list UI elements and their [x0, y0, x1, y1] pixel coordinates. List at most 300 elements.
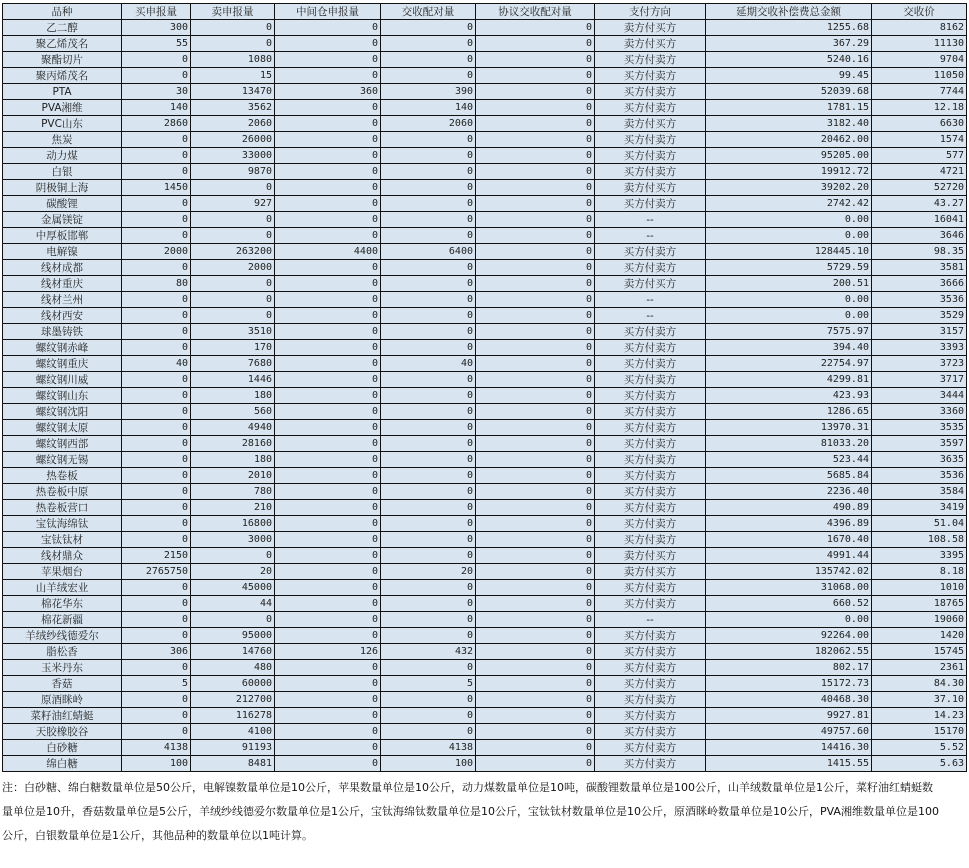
- sell-qty-cell: 7680: [191, 356, 275, 372]
- match-qty-cell: 0: [381, 452, 476, 468]
- delivery-price-cell: 1420: [872, 628, 967, 644]
- match-qty-cell: 0: [381, 580, 476, 596]
- match-qty-cell: 0: [381, 308, 476, 324]
- sell-qty-cell: 0: [191, 228, 275, 244]
- agreement-qty-cell: 0: [476, 660, 595, 676]
- compensation-amount-cell: 22754.97: [706, 356, 872, 372]
- product-cell: 螺纹钢沈阳: [3, 404, 122, 420]
- product-cell: 棉花新疆: [3, 612, 122, 628]
- compensation-amount-cell: 3182.40: [706, 116, 872, 132]
- sell-qty-cell: 0: [191, 36, 275, 52]
- sell-qty-cell: 28160: [191, 436, 275, 452]
- mid-qty-cell: 0: [275, 612, 381, 628]
- product-cell: 中厚板邯郸: [3, 228, 122, 244]
- product-cell: 乙二醇: [3, 20, 122, 36]
- mid-qty-cell: 0: [275, 132, 381, 148]
- agreement-qty-cell: 0: [476, 580, 595, 596]
- column-header: 交收价: [872, 4, 967, 20]
- table-row: [3, 340, 967, 356]
- sell-qty-cell: 60000: [191, 676, 275, 692]
- column-header: 交收配对量: [381, 4, 476, 20]
- mid-qty-cell: 0: [275, 356, 381, 372]
- product-cell: 聚丙烯茂名: [3, 68, 122, 84]
- buy-qty-cell: 0: [122, 468, 191, 484]
- product-cell: 螺纹钢川威: [3, 372, 122, 388]
- buy-qty-cell: 0: [122, 580, 191, 596]
- table-row: [3, 52, 967, 68]
- table-row: [3, 516, 967, 532]
- product-cell: 螺纹钢太原: [3, 420, 122, 436]
- product-cell: 螺纹钢西部: [3, 436, 122, 452]
- match-qty-cell: 5: [381, 676, 476, 692]
- sell-qty-cell: 0: [191, 180, 275, 196]
- mid-qty-cell: 0: [275, 564, 381, 580]
- compensation-amount-cell: 0.00: [706, 612, 872, 628]
- table-row: [3, 596, 967, 612]
- column-header: 中间仓申报量: [275, 4, 381, 20]
- payment-direction-cell: 买方付卖方: [595, 68, 706, 84]
- sell-qty-cell: 44: [191, 596, 275, 612]
- table-row: [3, 660, 967, 676]
- table-row: [3, 436, 967, 452]
- agreement-qty-cell: 0: [476, 228, 595, 244]
- compensation-amount-cell: 423.93: [706, 388, 872, 404]
- delivery-price-cell: 3393: [872, 340, 967, 356]
- agreement-qty-cell: 0: [476, 676, 595, 692]
- delivery-price-cell: 1010: [872, 580, 967, 596]
- mid-qty-cell: 0: [275, 196, 381, 212]
- product-cell: 电解镍: [3, 244, 122, 260]
- compensation-amount-cell: 394.40: [706, 340, 872, 356]
- payment-direction-cell: 买方付卖方: [595, 628, 706, 644]
- agreement-qty-cell: 0: [476, 308, 595, 324]
- table-row: [3, 644, 967, 660]
- payment-direction-cell: 买方付卖方: [595, 596, 706, 612]
- agreement-qty-cell: 0: [476, 740, 595, 756]
- delivery-price-cell: 19060: [872, 612, 967, 628]
- delivery-price-cell: 3419: [872, 500, 967, 516]
- mid-qty-cell: 0: [275, 68, 381, 84]
- delivery-price-cell: 18765: [872, 596, 967, 612]
- agreement-qty-cell: 0: [476, 356, 595, 372]
- agreement-qty-cell: 0: [476, 756, 595, 772]
- match-qty-cell: 0: [381, 212, 476, 228]
- mid-qty-cell: 360: [275, 84, 381, 100]
- mid-qty-cell: 0: [275, 676, 381, 692]
- match-qty-cell: 140: [381, 100, 476, 116]
- delivery-price-cell: 3717: [872, 372, 967, 388]
- match-qty-cell: 0: [381, 436, 476, 452]
- match-qty-cell: 0: [381, 196, 476, 212]
- compensation-amount-cell: 92264.00: [706, 628, 872, 644]
- product-cell: 羊绒纱线德爱尔: [3, 628, 122, 644]
- sell-qty-cell: 212700: [191, 692, 275, 708]
- agreement-qty-cell: 0: [476, 452, 595, 468]
- table-row: [3, 708, 967, 724]
- agreement-qty-cell: 0: [476, 500, 595, 516]
- table-row: [3, 564, 967, 580]
- buy-qty-cell: 2860: [122, 116, 191, 132]
- sell-qty-cell: 2010: [191, 468, 275, 484]
- mid-qty-cell: 0: [275, 148, 381, 164]
- table-row: [3, 500, 967, 516]
- agreement-qty-cell: 0: [476, 532, 595, 548]
- agreement-qty-cell: 0: [476, 548, 595, 564]
- sell-qty-cell: 2060: [191, 116, 275, 132]
- match-qty-cell: 0: [381, 324, 476, 340]
- payment-direction-cell: --: [595, 212, 706, 228]
- sell-qty-cell: 0: [191, 276, 275, 292]
- agreement-qty-cell: 0: [476, 468, 595, 484]
- delivery-price-cell: 8162: [872, 20, 967, 36]
- table-row: [3, 676, 967, 692]
- column-header: 卖申报量: [191, 4, 275, 20]
- agreement-qty-cell: 0: [476, 20, 595, 36]
- payment-direction-cell: 买方付卖方: [595, 692, 706, 708]
- agreement-qty-cell: 0: [476, 644, 595, 660]
- mid-qty-cell: 126: [275, 644, 381, 660]
- delivery-price-cell: 9704: [872, 52, 967, 68]
- table-row: [3, 580, 967, 596]
- payment-direction-cell: --: [595, 612, 706, 628]
- mid-qty-cell: 0: [275, 500, 381, 516]
- buy-qty-cell: 0: [122, 484, 191, 500]
- table-row: [3, 372, 967, 388]
- match-qty-cell: 0: [381, 52, 476, 68]
- agreement-qty-cell: 0: [476, 612, 595, 628]
- payment-direction-cell: 买方付卖方: [595, 484, 706, 500]
- column-header: 协议交收配对量: [476, 4, 595, 20]
- mid-qty-cell: 0: [275, 724, 381, 740]
- buy-qty-cell: 2765750: [122, 564, 191, 580]
- mid-qty-cell: 0: [275, 276, 381, 292]
- compensation-amount-cell: 128445.10: [706, 244, 872, 260]
- product-cell: 螺纹钢赤峰: [3, 340, 122, 356]
- match-qty-cell: 0: [381, 724, 476, 740]
- match-qty-cell: 0: [381, 148, 476, 164]
- mid-qty-cell: 0: [275, 324, 381, 340]
- product-cell: 白砂糖: [3, 740, 122, 756]
- compensation-amount-cell: 9927.81: [706, 708, 872, 724]
- product-cell: 宝钛海绵钛: [3, 516, 122, 532]
- agreement-qty-cell: 0: [476, 196, 595, 212]
- payment-direction-cell: 买方付卖方: [595, 660, 706, 676]
- product-cell: 宝钛钛材: [3, 532, 122, 548]
- product-cell: 球墨铸铁: [3, 324, 122, 340]
- agreement-qty-cell: 0: [476, 436, 595, 452]
- buy-qty-cell: 0: [122, 452, 191, 468]
- column-header: 品种: [3, 4, 122, 20]
- agreement-qty-cell: 0: [476, 388, 595, 404]
- compensation-amount-cell: 802.17: [706, 660, 872, 676]
- sell-qty-cell: 927: [191, 196, 275, 212]
- sell-qty-cell: 0: [191, 548, 275, 564]
- table-row: [3, 20, 967, 36]
- compensation-amount-cell: 15172.73: [706, 676, 872, 692]
- delivery-price-cell: 1574: [872, 132, 967, 148]
- table-row: [3, 276, 967, 292]
- compensation-amount-cell: 31068.00: [706, 580, 872, 596]
- match-qty-cell: 0: [381, 596, 476, 612]
- agreement-qty-cell: 0: [476, 180, 595, 196]
- agreement-qty-cell: 0: [476, 516, 595, 532]
- buy-qty-cell: 0: [122, 660, 191, 676]
- table-row: [3, 692, 967, 708]
- buy-qty-cell: 0: [122, 164, 191, 180]
- sell-qty-cell: 20: [191, 564, 275, 580]
- delivery-price-cell: 98.35: [872, 244, 967, 260]
- payment-direction-cell: 买方付卖方: [595, 756, 706, 772]
- buy-qty-cell: 0: [122, 196, 191, 212]
- buy-qty-cell: 4138: [122, 740, 191, 756]
- table-row: [3, 292, 967, 308]
- buy-qty-cell: 0: [122, 340, 191, 356]
- payment-direction-cell: 买方付卖方: [595, 52, 706, 68]
- mid-qty-cell: 0: [275, 532, 381, 548]
- mid-qty-cell: 0: [275, 708, 381, 724]
- delivery-price-cell: 3536: [872, 292, 967, 308]
- delivery-price-cell: 15170: [872, 724, 967, 740]
- match-qty-cell: 432: [381, 644, 476, 660]
- match-qty-cell: 40: [381, 356, 476, 372]
- delivery-price-cell: 43.27: [872, 196, 967, 212]
- mid-qty-cell: 0: [275, 228, 381, 244]
- product-cell: 原酒眯岭: [3, 692, 122, 708]
- product-cell: 白银: [3, 164, 122, 180]
- product-cell: 热卷板中原: [3, 484, 122, 500]
- delivery-price-cell: 3395: [872, 548, 967, 564]
- compensation-amount-cell: 2236.40: [706, 484, 872, 500]
- compensation-amount-cell: 0.00: [706, 212, 872, 228]
- match-qty-cell: 0: [381, 180, 476, 196]
- mid-qty-cell: 0: [275, 308, 381, 324]
- table-row: [3, 100, 967, 116]
- delivery-price-cell: 6630: [872, 116, 967, 132]
- payment-direction-cell: 买方付卖方: [595, 164, 706, 180]
- product-cell: 聚乙烯茂名: [3, 36, 122, 52]
- compensation-amount-cell: 14416.30: [706, 740, 872, 756]
- mid-qty-cell: 0: [275, 388, 381, 404]
- payment-direction-cell: 买方付卖方: [595, 452, 706, 468]
- mid-qty-cell: 0: [275, 100, 381, 116]
- payment-direction-cell: 卖方付买方: [595, 116, 706, 132]
- buy-qty-cell: 0: [122, 292, 191, 308]
- buy-qty-cell: 0: [122, 228, 191, 244]
- match-qty-cell: 0: [381, 612, 476, 628]
- buy-qty-cell: 140: [122, 100, 191, 116]
- table-row: [3, 260, 967, 276]
- compensation-amount-cell: 1286.65: [706, 404, 872, 420]
- table-header-row: [3, 4, 967, 20]
- table-row: [3, 740, 967, 756]
- match-qty-cell: 0: [381, 68, 476, 84]
- table-row: [3, 132, 967, 148]
- mid-qty-cell: 0: [275, 20, 381, 36]
- agreement-qty-cell: 0: [476, 36, 595, 52]
- table-row: [3, 452, 967, 468]
- payment-direction-cell: 买方付卖方: [595, 260, 706, 276]
- mid-qty-cell: 0: [275, 164, 381, 180]
- product-cell: 热卷板营口: [3, 500, 122, 516]
- table-row: [3, 228, 967, 244]
- payment-direction-cell: 买方付卖方: [595, 724, 706, 740]
- delivery-price-cell: 3536: [872, 468, 967, 484]
- delivery-price-cell: 37.10: [872, 692, 967, 708]
- mid-qty-cell: 0: [275, 52, 381, 68]
- payment-direction-cell: 买方付卖方: [595, 404, 706, 420]
- mid-qty-cell: 0: [275, 548, 381, 564]
- sell-qty-cell: 8481: [191, 756, 275, 772]
- match-qty-cell: 390: [381, 84, 476, 100]
- buy-qty-cell: 0: [122, 372, 191, 388]
- payment-direction-cell: 买方付卖方: [595, 580, 706, 596]
- agreement-qty-cell: 0: [476, 420, 595, 436]
- payment-direction-cell: 买方付卖方: [595, 708, 706, 724]
- delivery-price-cell: 84.30: [872, 676, 967, 692]
- product-cell: 螺纹钢无锡: [3, 452, 122, 468]
- compensation-amount-cell: 4396.89: [706, 516, 872, 532]
- buy-qty-cell: 40: [122, 356, 191, 372]
- payment-direction-cell: 卖方付买方: [595, 180, 706, 196]
- compensation-amount-cell: 5685.84: [706, 468, 872, 484]
- table-row: [3, 724, 967, 740]
- sell-qty-cell: 4940: [191, 420, 275, 436]
- sell-qty-cell: 170: [191, 340, 275, 356]
- delivery-price-cell: 11050: [872, 68, 967, 84]
- payment-direction-cell: 买方付卖方: [595, 516, 706, 532]
- product-cell: 线材成都: [3, 260, 122, 276]
- sell-qty-cell: 210: [191, 500, 275, 516]
- match-qty-cell: 0: [381, 132, 476, 148]
- match-qty-cell: 100: [381, 756, 476, 772]
- table-row: [3, 548, 967, 564]
- table-row: [3, 356, 967, 372]
- compensation-amount-cell: 1255.68: [706, 20, 872, 36]
- agreement-qty-cell: 0: [476, 52, 595, 68]
- buy-qty-cell: 55: [122, 36, 191, 52]
- sell-qty-cell: 116278: [191, 708, 275, 724]
- agreement-qty-cell: 0: [476, 212, 595, 228]
- delivery-price-cell: 3597: [872, 436, 967, 452]
- product-cell: 绵白糖: [3, 756, 122, 772]
- mid-qty-cell: 0: [275, 340, 381, 356]
- mid-qty-cell: 0: [275, 596, 381, 612]
- buy-qty-cell: 0: [122, 388, 191, 404]
- table-row: [3, 164, 967, 180]
- match-qty-cell: 0: [381, 484, 476, 500]
- buy-qty-cell: 0: [122, 404, 191, 420]
- compensation-amount-cell: 2742.42: [706, 196, 872, 212]
- product-cell: 动力煤: [3, 148, 122, 164]
- payment-direction-cell: 卖方付买方: [595, 276, 706, 292]
- delivery-price-cell: 51.04: [872, 516, 967, 532]
- column-header: 支付方向: [595, 4, 706, 20]
- table-row: [3, 116, 967, 132]
- mid-qty-cell: 0: [275, 292, 381, 308]
- agreement-qty-cell: 0: [476, 628, 595, 644]
- delivery-price-cell: 12.18: [872, 100, 967, 116]
- table-body: [3, 20, 967, 772]
- buy-qty-cell: 0: [122, 212, 191, 228]
- product-cell: 线材重庆: [3, 276, 122, 292]
- table-row: [3, 180, 967, 196]
- buy-qty-cell: 0: [122, 724, 191, 740]
- product-cell: 苹果烟台: [3, 564, 122, 580]
- mid-qty-cell: 0: [275, 484, 381, 500]
- table-row: [3, 68, 967, 84]
- buy-qty-cell: 80: [122, 276, 191, 292]
- product-cell: PVA湘维: [3, 100, 122, 116]
- table-row: [3, 756, 967, 772]
- payment-direction-cell: 买方付卖方: [595, 644, 706, 660]
- compensation-amount-cell: 182062.55: [706, 644, 872, 660]
- match-qty-cell: 0: [381, 228, 476, 244]
- mid-qty-cell: 0: [275, 436, 381, 452]
- delivery-price-cell: 11130: [872, 36, 967, 52]
- delivery-price-cell: 2361: [872, 660, 967, 676]
- buy-qty-cell: 0: [122, 260, 191, 276]
- payment-direction-cell: 买方付卖方: [595, 468, 706, 484]
- match-qty-cell: 0: [381, 164, 476, 180]
- sell-qty-cell: 3000: [191, 532, 275, 548]
- match-qty-cell: 0: [381, 500, 476, 516]
- sell-qty-cell: 26000: [191, 132, 275, 148]
- sell-qty-cell: 13470: [191, 84, 275, 100]
- sell-qty-cell: 263200: [191, 244, 275, 260]
- agreement-qty-cell: 0: [476, 340, 595, 356]
- match-qty-cell: 2060: [381, 116, 476, 132]
- delivery-price-cell: 108.58: [872, 532, 967, 548]
- payment-direction-cell: 买方付卖方: [595, 500, 706, 516]
- product-cell: 螺纹钢山东: [3, 388, 122, 404]
- mid-qty-cell: 0: [275, 692, 381, 708]
- sell-qty-cell: 3510: [191, 324, 275, 340]
- agreement-qty-cell: 0: [476, 148, 595, 164]
- buy-qty-cell: 300: [122, 20, 191, 36]
- payment-direction-cell: 买方付卖方: [595, 100, 706, 116]
- mid-qty-cell: 0: [275, 372, 381, 388]
- delivery-price-cell: 14.23: [872, 708, 967, 724]
- match-qty-cell: 6400: [381, 244, 476, 260]
- sell-qty-cell: 3562: [191, 100, 275, 116]
- table-row: [3, 36, 967, 52]
- payment-direction-cell: 买方付卖方: [595, 148, 706, 164]
- delivery-price-cell: 3535: [872, 420, 967, 436]
- buy-qty-cell: 0: [122, 420, 191, 436]
- agreement-qty-cell: 0: [476, 132, 595, 148]
- buy-qty-cell: 0: [122, 324, 191, 340]
- match-qty-cell: 0: [381, 660, 476, 676]
- sell-qty-cell: 1080: [191, 52, 275, 68]
- match-qty-cell: 0: [381, 548, 476, 564]
- payment-direction-cell: 买方付卖方: [595, 676, 706, 692]
- product-cell: 山羊绒宏业: [3, 580, 122, 596]
- buy-qty-cell: 0: [122, 532, 191, 548]
- match-qty-cell: 0: [381, 532, 476, 548]
- agreement-qty-cell: 0: [476, 484, 595, 500]
- product-cell: 香菇: [3, 676, 122, 692]
- delivery-price-cell: 3529: [872, 308, 967, 324]
- compensation-amount-cell: 0.00: [706, 228, 872, 244]
- match-qty-cell: 0: [381, 692, 476, 708]
- compensation-amount-cell: 200.51: [706, 276, 872, 292]
- agreement-qty-cell: 0: [476, 724, 595, 740]
- table-row: [3, 388, 967, 404]
- agreement-qty-cell: 0: [476, 116, 595, 132]
- match-qty-cell: 0: [381, 20, 476, 36]
- mid-qty-cell: 0: [275, 516, 381, 532]
- payment-direction-cell: 买方付卖方: [595, 132, 706, 148]
